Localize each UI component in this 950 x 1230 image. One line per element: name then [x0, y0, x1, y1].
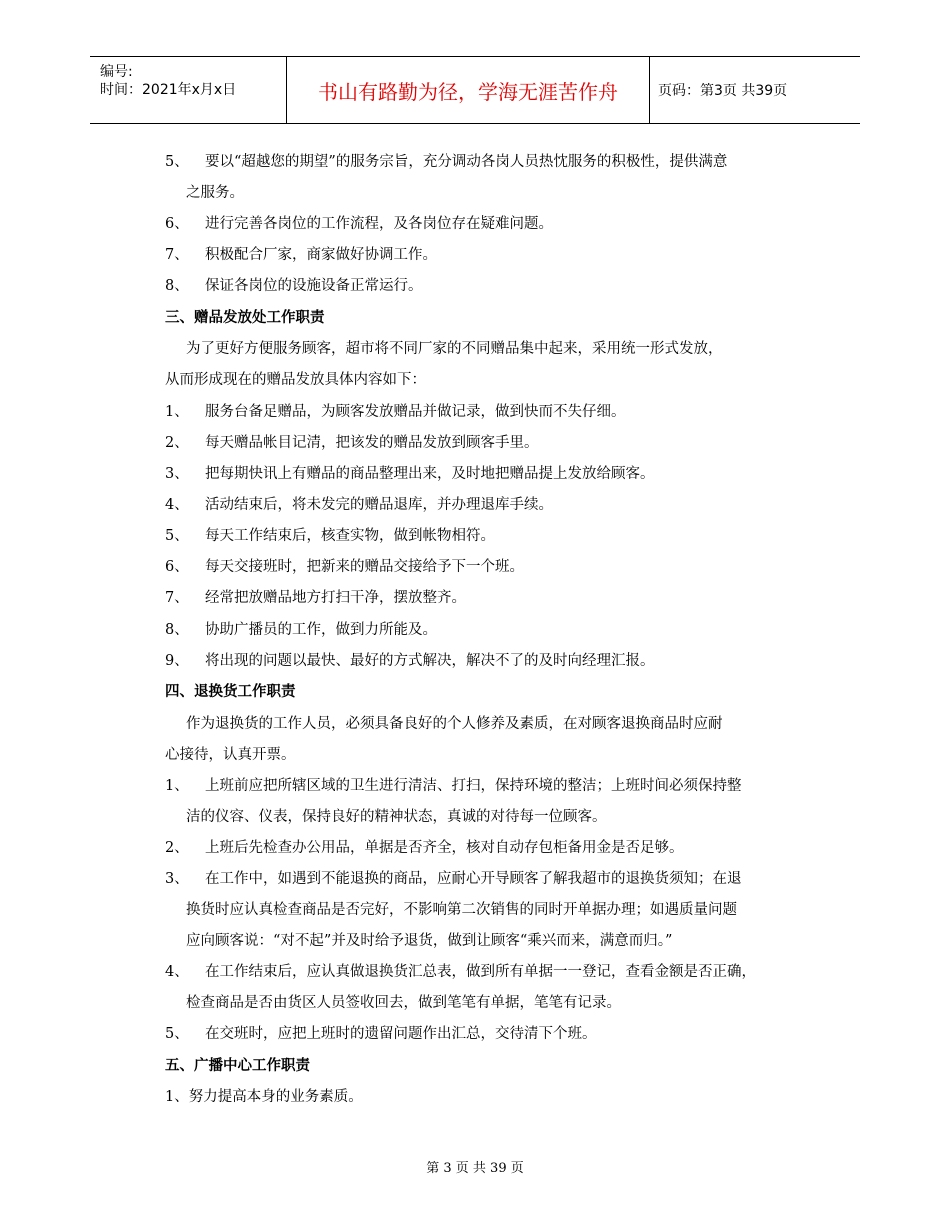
item-number: 1、: [165, 404, 189, 420]
section-heading: 四、退换货工作职责: [165, 684, 296, 700]
list-item: [165, 962, 756, 982]
item-number: 3、: [165, 871, 189, 887]
list-item: [165, 1024, 597, 1044]
item-text: 活动结束后，将未发完的赠品退库，并办理退库手续。: [205, 497, 553, 513]
item-number: 7、: [165, 247, 189, 263]
item-text: 在工作中，如遇到不能退换的商品，应耐心开导顾客了解我超市的退换货须知；在退: [205, 871, 742, 887]
list-item: [165, 433, 539, 453]
item-continuation: 换货时应认真检查商品是否完好，不影响第二次销售的同时开单据办理；如遇质量问题: [186, 902, 737, 918]
item-text: 在交班时，应把上班时的遗留问题作出汇总，交待清下个班。: [205, 1026, 597, 1042]
header-page-info: 页码：第3页 共39页: [658, 83, 788, 99]
item-number: 2、: [165, 840, 189, 856]
item-number: 5、: [165, 528, 189, 544]
document-header: [90, 56, 860, 124]
list-item: [165, 838, 684, 858]
header-divider: [649, 57, 650, 123]
item-text: 协助广播员的工作，做到力所能及。: [205, 622, 437, 638]
item-number: 2、: [165, 435, 189, 451]
footer-page-number: 第 3 页 共 39 页: [426, 1161, 524, 1176]
list-item: [165, 869, 742, 889]
item-number: 9、: [165, 653, 189, 669]
page-footer: [0, 1157, 950, 1176]
item-text: 将出现的问题以最快、最好的方式解决，解决不了的及时向经理汇报。: [205, 653, 655, 669]
list-item: [165, 495, 553, 515]
item-text: 上班前应把所辖区域的卫生进行清洁、打扫，保持环境的整洁；上班时间必须保持整: [205, 778, 742, 794]
list-item: [165, 776, 742, 796]
list-item: [165, 588, 466, 608]
item-text: 把每期快讯上有赠品的商品整理出来，及时地把赠品提上发放给顾客。: [205, 466, 655, 482]
item-continuation: 检查商品是否由货区人员签收回去，做到笔笔有单据，笔笔有记录。: [186, 995, 621, 1011]
item-number: 6、: [165, 559, 189, 575]
item-text: 进行完善各岗位的工作流程，及各岗位存在疑难问题。: [205, 216, 553, 232]
list-item: [165, 152, 727, 172]
item-text: 每天赠品帐目记清，把该发的赠品发放到顾客手里。: [205, 435, 539, 451]
paragraph: 心接待，认真开票。: [165, 747, 296, 763]
item-text: 保证各岗位的设施设备正常运行。: [205, 278, 423, 294]
item-number: 5、: [165, 1026, 189, 1042]
list-item: 1、努力提高本身的业务素质。: [165, 1089, 363, 1105]
header-motto: 书山有路勤为径，学海无涯苦作舟: [318, 79, 618, 104]
item-number: 8、: [165, 278, 189, 294]
item-number: 4、: [165, 964, 189, 980]
item-number: 1、: [165, 778, 189, 794]
item-number: 8、: [165, 622, 189, 638]
section-heading: 三、赠品发放处工作职责: [165, 310, 325, 326]
item-text: 要以“超越您的期望”的服务宗旨，充分调动各岗人员热忱服务的积极性，提供满意: [205, 154, 728, 170]
paragraph: 作为退换货的工作人员，必须具备良好的个人修养及素质，在对顾客退换商品时应耐: [186, 716, 723, 732]
item-text: 经常把放赠品地方打扫干净，摆放整齐。: [205, 590, 466, 606]
paragraph: 为了更好方便服务顾客，超市将不同厂家的不同赠品集中起来，采用统一形式发放，: [186, 341, 723, 357]
paragraph: 从而形成现在的赠品发放具体内容如下：: [165, 372, 426, 388]
number-label: 编号:: [100, 64, 133, 80]
item-text: 积极配合厂家，商家做好协调工作。: [205, 247, 437, 263]
item-text: 服务台备足赠品，为顾客发放赠品并做记录，做到快而不失仔细。: [205, 404, 626, 420]
item-text: 在工作结束后，应认真做退换货汇总表，做到所有单据一一登记，查看金额是否正确，: [205, 964, 756, 980]
item-continuation: 之服务。: [186, 185, 244, 201]
item-number: 7、: [165, 590, 189, 606]
section-heading: 五、广播中心工作职责: [165, 1058, 310, 1074]
list-item: [165, 620, 437, 640]
list-item: [165, 557, 524, 577]
list-item: [165, 245, 437, 265]
item-continuation: 洁的仪容、仪表，保持良好的精神状态，真诚的对待每一位顾客。: [186, 809, 607, 825]
list-item: [165, 276, 423, 296]
list-item: [165, 651, 655, 671]
list-item: [165, 214, 553, 234]
item-number: 3、: [165, 466, 189, 482]
item-number: 5、: [165, 154, 189, 170]
item-number: 4、: [165, 497, 189, 513]
time-label: 时间：2021年x月x日: [100, 82, 237, 98]
item-number: 6、: [165, 216, 189, 232]
item-continuation: 应向顾客说：“对不起”并及时给予退货，做到让顾客“乘兴而来，满意而归。”: [186, 933, 673, 949]
item-text: 每天工作结束后，核查实物，做到帐物相符。: [205, 528, 495, 544]
item-text: 每天交接班时，把新来的赠品交接给予下一个班。: [205, 559, 524, 575]
list-item: [165, 526, 495, 546]
header-meta: [90, 57, 286, 123]
item-text: 上班后先检查办公用品，单据是否齐全，核对自动存包柜备用金是否足够。: [205, 840, 684, 856]
list-item: [165, 464, 655, 484]
list-item: [165, 402, 626, 422]
